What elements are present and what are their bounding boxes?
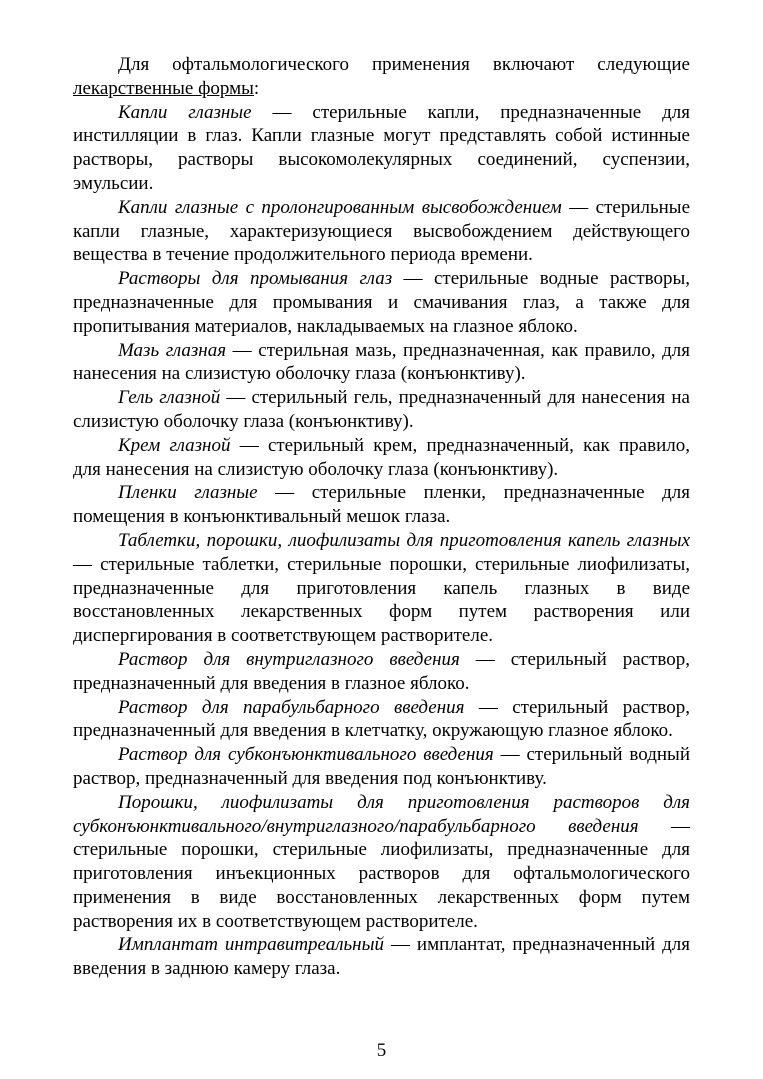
- definition-paragraph: [73, 648, 690, 696]
- page-number: 5: [376, 1040, 387, 1061]
- document-body: [73, 53, 690, 981]
- definition-paragraph: [73, 696, 690, 744]
- definition-term: Растворы для промывания глаз: [118, 268, 393, 290]
- definition-term: Капли глазные с пролонгированным высвобождением: [118, 196, 562, 218]
- definition-text: — стерильные пленки, предназначенные для помещения в конъюнктивальный мешок глаза.: [73, 482, 690, 528]
- definition-text: — стерильные капли глазные, характеризующиеся высвобождением действующего вещества в течение продолжительного периода времени.: [73, 196, 690, 266]
- definition-paragraph: [73, 196, 690, 267]
- definition-text: — стерильный крем, предназначенный, как правило, для нанесения на слизистую оболочку глаза (конъюнктиву).: [73, 434, 690, 480]
- definition-text: — стерильные порошки, стерильные лиофилизаты, предназначенные для приготовления инъекционных растворов для офтальмологического применения в виде восстановленных лекарственных форм путем растворения их в соответствующем растворителе.: [73, 815, 691, 932]
- definition-text: — стерильные капли, предназначенные для инстилляции в глаз. Капли глазные могут представлять собой истинные растворы, растворы высокомолекулярных соединений, суспензии, эмульсии.: [73, 101, 690, 194]
- intro-colon: :: [253, 77, 260, 99]
- definition-paragraph: [73, 481, 690, 529]
- definition-paragraph: [73, 743, 690, 791]
- definition-term: Порошки, лиофилизаты для приготовления растворов для субконъюнктивального/внутриглазного/парабульбарного введения: [73, 791, 690, 837]
- intro-paragraph: [73, 53, 690, 101]
- definition-term: Мазь глазная: [118, 339, 227, 361]
- definition-text: — стерильный раствор, предназначенный для введения в глазное яблоко.: [73, 648, 690, 694]
- definition-term: Капли глазные: [118, 101, 252, 123]
- definition-term: Раствор для парабульбарного введения: [118, 696, 465, 718]
- definition-term: Раствор для внутриглазного введения: [118, 648, 460, 670]
- definition-text: — имплантат, предназначенный для введения в заднюю камеру глаза.: [73, 934, 690, 980]
- definition-paragraph: [73, 267, 690, 338]
- definition-paragraph: [73, 933, 690, 981]
- definition-term: Имплантат интравитреальный: [118, 934, 384, 956]
- definition-text: — стерильный раствор, предназначенный для введения в клетчатку, окружающую глазное яблоко.: [73, 696, 690, 742]
- definition-text: — стерильные таблетки, стерильные порошки, стерильные лиофилизаты, предназначенные для приготовления капель глазных в виде восстановленных лекарственных форм путем растворения или диспергирования в соответствующем растворителе.: [73, 553, 690, 647]
- definition-term: Таблетки, порошки, лиофилизаты для приготовления капель глазных: [118, 529, 690, 551]
- intro-underlined-term: лекарственные формы: [73, 77, 254, 99]
- definition-term: Крем глазной: [118, 434, 231, 456]
- definition-paragraph: [73, 529, 690, 648]
- definition-term: Гель глазной: [118, 387, 221, 409]
- definition-paragraph: [73, 386, 690, 434]
- definition-paragraph: [73, 339, 690, 387]
- definition-term: Раствор для субконъюнктивального введения: [118, 744, 494, 766]
- definition-paragraph: [73, 791, 690, 934]
- definition-term: Пленки глазные: [118, 482, 258, 504]
- definition-text: — стерильный гель, предназначенный для нанесения на слизистую оболочку глаза (конъюнктиву).: [73, 387, 690, 432]
- definition-text: — стерильный водный раствор, предназначенный для введения под конъюнктиву.: [73, 744, 690, 789]
- definition-text: — стерильная мазь, предназначенная, как правило, для нанесения на слизистую оболочку глаза (конъюнктиву).: [73, 339, 691, 385]
- definition-text: — стерильные водные растворы, предназначенные для промывания и смачивания глаз, а также для пропитывания материалов, накладываемых на глазное яблоко.: [73, 268, 690, 337]
- definition-paragraph: [73, 434, 690, 482]
- intro-text: Для офтальмологического применения включают следующие: [118, 54, 690, 75]
- definition-paragraph: [73, 101, 690, 196]
